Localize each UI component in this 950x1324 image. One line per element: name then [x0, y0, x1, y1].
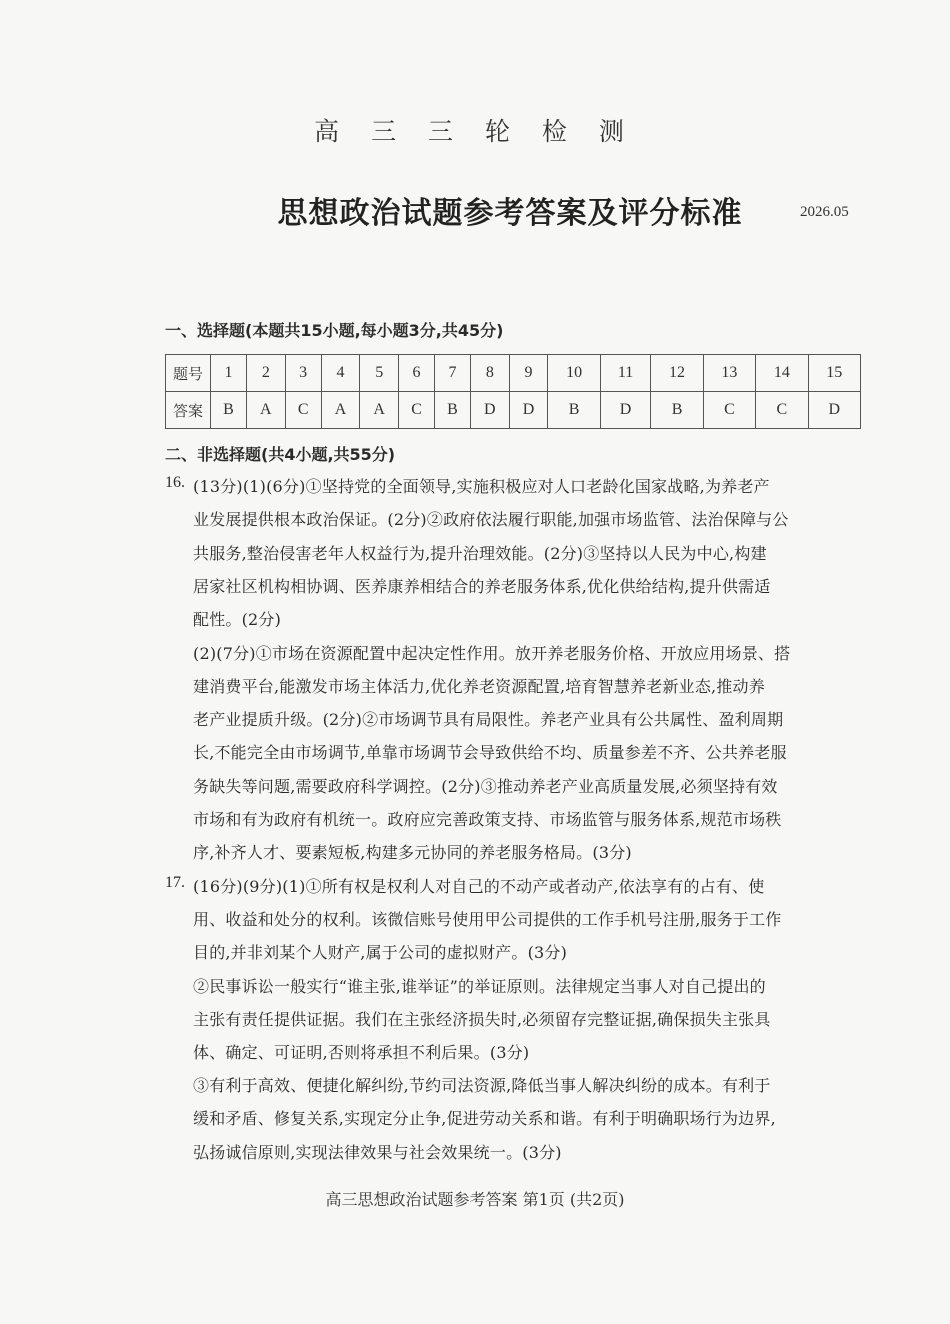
answer-cell: B: [651, 392, 703, 429]
answer-cell: D: [600, 392, 651, 429]
answer-text-line: 目的,并非刘某个人财产,属于公司的虚拟财产。(3分): [193, 943, 568, 963]
answer-text-line: 主张有责任提供证据。我们在主张经济损失时,必须留存完整证据,确保损失主张具: [193, 1009, 771, 1029]
question-number-cell: 8: [470, 355, 509, 392]
answer-text-line: 业发展提供根本政治保证。(2分)②政府依法履行职能,加强市场监管、法治保障与公: [193, 510, 789, 530]
question-number-cell: 2: [246, 355, 285, 392]
question-17-number: 17.: [165, 874, 185, 891]
answer-text-line: 建消费平台,能激发市场主体活力,优化养老资源配置,培育智慧养老新业态,推动养: [193, 676, 765, 696]
answer-text-line: (2)(7分)①市场在资源配置中起决定性作用。放开养老服务价格、开放应用场景、搭: [193, 643, 791, 663]
question-number-cell: 10: [548, 355, 600, 392]
document-title: 思想政治试题参考答案及评分标准: [277, 196, 743, 231]
answer-cell: C: [756, 392, 808, 429]
answer-row: [166, 392, 861, 429]
answer-text-line: (16分)(9分)(1)①所有权是权利人对自己的不动产或者动产,依法享有的占有、使: [193, 877, 765, 896]
answer-cell: A: [246, 392, 285, 429]
question-number-cell: 11: [600, 355, 651, 392]
row-label-answer: 答案: [166, 392, 211, 429]
question-number-cell: 9: [509, 355, 548, 392]
answer-cell: B: [435, 392, 471, 429]
answer-table: [165, 354, 861, 429]
answer-text-line: 老产业提质升级。(2分)②市场调节具有局限性。养老产业具有公共属性、盈利周期: [193, 710, 784, 730]
answer-text-line: 缓和矛盾、修复关系,实现定分止争,促进劳动关系和谐。有利于明确职场行为边界,: [193, 1109, 776, 1129]
question-16-number: 16.: [165, 474, 185, 491]
answer-text-line: 市场和有为政府有机统一。政府应完善政策支持、市场监管与服务体系,规范市场秩: [193, 810, 782, 829]
question-number-cell: 3: [285, 355, 321, 392]
answer-cell: C: [399, 392, 435, 429]
answer-text-line: 用、收益和处分的权利。该微信账号使用甲公司提供的工作手机号注册,服务于工作: [193, 910, 782, 930]
question-number-cell: 6: [399, 355, 435, 392]
answer-text-line: 共服务,整治侵害老年人权益行为,提升治理效能。(2分)③坚持以人民为中心,构建: [193, 543, 767, 563]
question-number-cell: 7: [435, 355, 471, 392]
question-number-cell: 13: [703, 355, 755, 392]
answer-cell: D: [808, 392, 860, 429]
answer-cell: A: [321, 392, 360, 429]
document-date: 2026.05: [800, 204, 849, 220]
row-label-number: 题号: [166, 355, 211, 392]
question-number-cell: 15: [808, 355, 860, 392]
answer-text-line: ③有利于高效、便捷化解纠纷,节约司法资源,降低当事人解决纠纷的成本。有利于: [193, 1076, 771, 1096]
answer-text-line: 体、确定、可证明,否则将承担不利后果。(3分): [193, 1043, 530, 1062]
answer-text-line: 配性。(2分): [193, 610, 282, 630]
answer-text-line: 长,不能完全由市场调节,单靠市场调节会导致供给不均、质量参差不齐、公共养老服: [193, 743, 787, 763]
question-number-cell: 5: [360, 355, 399, 392]
question-number-row: [166, 355, 861, 392]
question-number-cell: 4: [321, 355, 360, 392]
answer-text-line: 务缺失等问题,需要政府科学调控。(2分)③推动养老产业高质量发展,必须坚持有效: [193, 776, 778, 796]
answer-text-line: 弘扬诚信原则,实现法律效果与社会效果统一。(3分): [193, 1142, 562, 1162]
exam-subtitle: 高 三 三 轮 检 测: [314, 117, 636, 146]
answer-text-line: 居家社区机构相协调、医养康养相结合的养老服务体系,优化供给结构,提升供需适: [193, 576, 771, 596]
answer-cell: C: [285, 392, 321, 429]
answer-text-line: ②民事诉讼一般实行“谁主张,谁举证”的举证原则。法律规定当事人对自己提出的: [193, 976, 766, 996]
page-footer: 高三思想政治试题参考答案 第1页 (共2页): [325, 1190, 625, 1209]
answer-cell: A: [360, 392, 399, 429]
section1-heading: 一、选择题(本题共15小题,每小题3分,共45分): [165, 321, 504, 340]
question-number-cell: 1: [211, 355, 247, 392]
answer-cell: B: [211, 392, 247, 429]
answer-cell: D: [470, 392, 509, 429]
answer-cell: C: [703, 392, 755, 429]
question-number-cell: 12: [651, 355, 703, 392]
answer-cell: D: [509, 392, 548, 429]
answer-cell: B: [548, 392, 600, 429]
answer-text-line: (13分)(1)(6分)①坚持党的全面领导,实施积极应对人口老龄化国家战略,为养老产: [193, 477, 770, 496]
section2-heading: 二、非选择题(共4小题,共55分): [165, 445, 396, 464]
answer-text-line: 序,补齐人才、要素短板,构建多元协同的养老服务格局。(3分): [193, 843, 632, 863]
question-number-cell: 14: [756, 355, 808, 392]
